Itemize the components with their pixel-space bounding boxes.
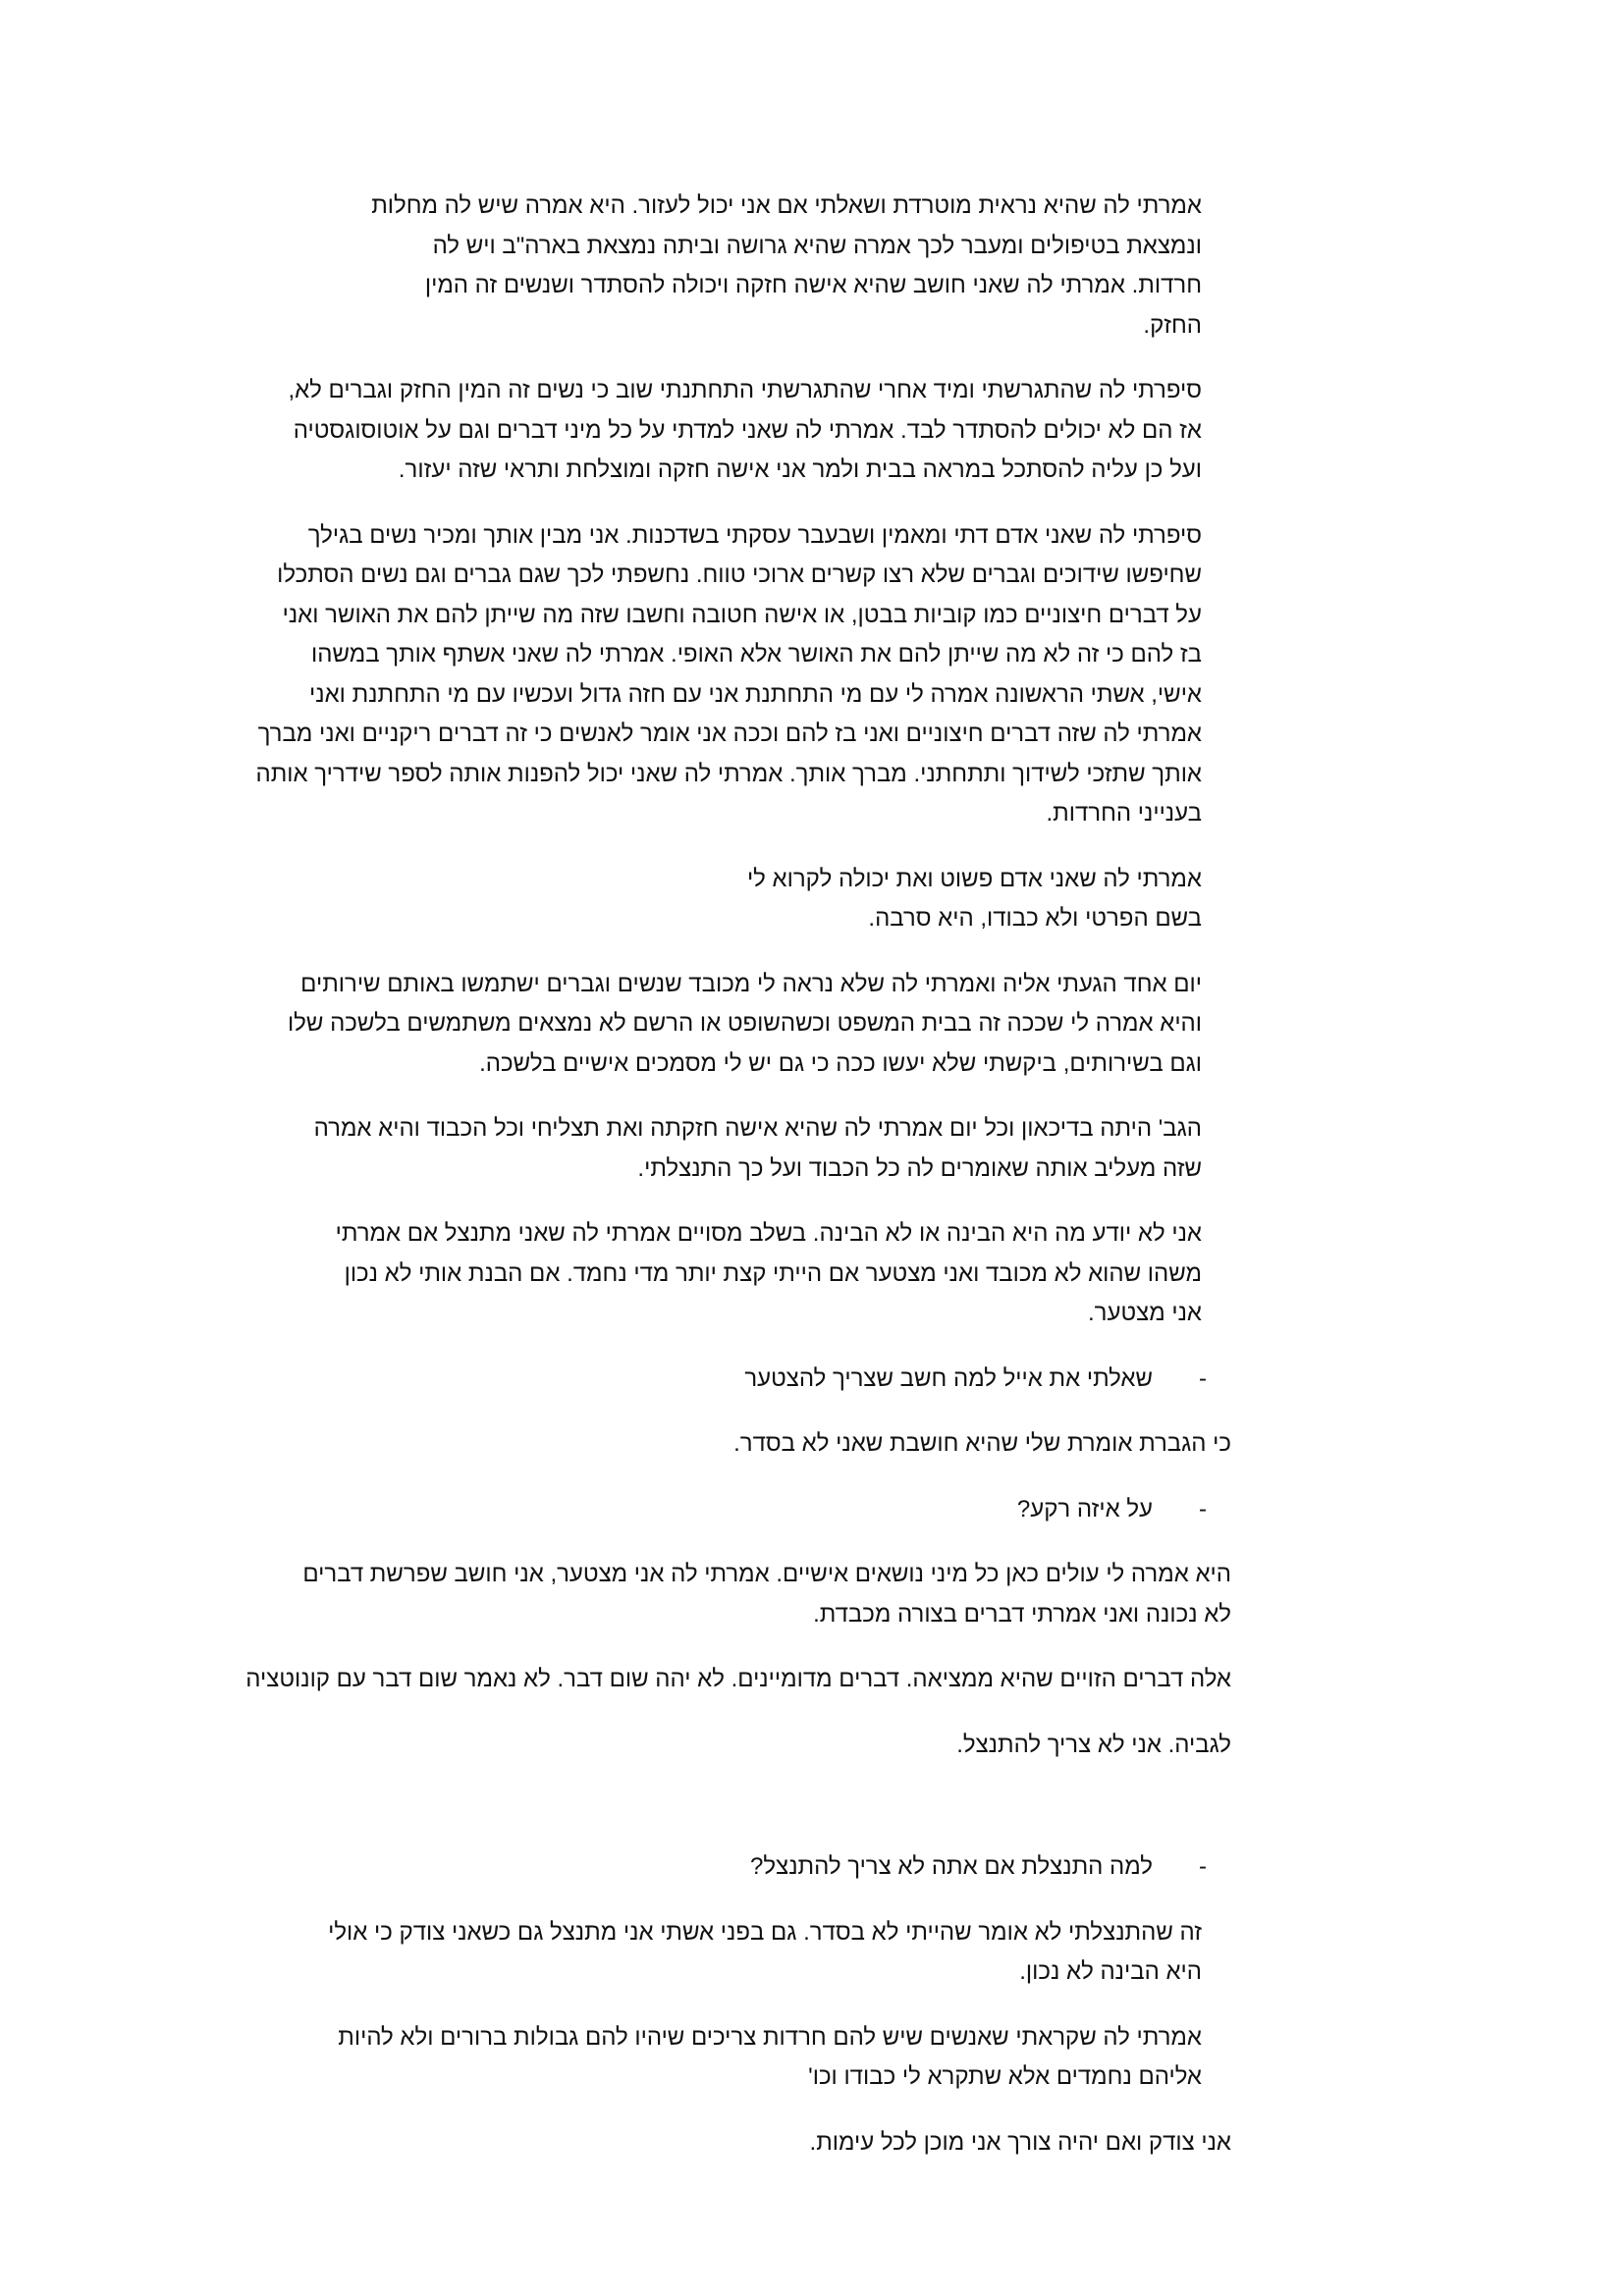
paragraph-12: זה שהתנצלתי לא אומר שהייתי לא בסדר. גם בפני אשתי אני מתנצל גם כשאני צודק כי אולי היא הבינה לא נכון. <box>328 1918 1202 1985</box>
question-2 <box>196 1490 1207 1530</box>
spacer <box>196 1790 1428 1847</box>
paragraph-5: יום אחד הגעתי אליה ואמרתי לה שלא נראה לי מכובד שנשים וגברים ישתמשו באותם שירותים והיא אמרה לי שככה זה בבית המשפט וכשהשופט או הרשם לא נמצאים משתמשים בלשכה שלו וגם בשירותים, ביקשתי שלא יעשו ככה כי גם יש לי מסמכים אישיים בלשכה. <box>287 970 1202 1077</box>
paragraph-10: אלה דברים הזויים שהיא ממציאה. דברים מדומיינים. לא יהה שום דבר. לא נאמר שום דבר עם קונוטציה <box>245 1666 1231 1692</box>
paragraph-2: סיפרתי לה שהתגרשתי ומיד אחרי שהתגרשתי התחתנתי שוב כי נשים זה המין החזק וגברים לא, אז הם לא יכולים להסתדר לבד. אמרתי לה שאני למדתי על כל מיני דברים וגם על אוטוסוגסטיה ועל כן עליה להסתכל במראה בבית ולמר אני אישה חזקה ומוצלחת ותראי שזה יעזור. <box>288 377 1202 483</box>
paragraph-6: הגב' היתה בדיכאון וכל יום אמרתי לה שהיא אישה חזקתה ואת תצליחי וכל הכבוד והיא אמרה שזה מעליב אותה שאומרים לה כל הכבוד ועל כך התנצלתי. <box>313 1115 1202 1182</box>
question-1 <box>196 1360 1207 1400</box>
paragraph-3: סיפרתי לה שאני אדם דתי ומאמין ושבעבר עסקתי בשדכנות. אני מבין אותך ומכיר נשים בגילך שחיפשו שידוכים וגברים שלא רצו קשרים ארוכי טווח. נחשפתי לכך שגם גברים וגם נשים הסתכלו על דברים חיצוניים כמו קוביות בבטן, או אישה חטובה וחשבו שזה מה שייתן להם את האושר ואני בז להם כי זה לא מה שייתן להם את האושר אלא האופי. אמרתי לה שאני אשתף אותך במשהו אישי, אשתי הראשונה אמרה לי עם מי התחתנת אני עם חזה גדול ועכשיו עם מי התחתנת ואני אמרתי לה שזה דברים חיצוניים ואני בז להם וככה אני אומר לאנשים כי זה דברים ריקניים ואני מברך אותך שתזכי לשידוך ותתחתני. מברך אותך. אמרתי לה שאני יכול להפנות אותה לספר שידריך אותה בענייני החרדות. <box>255 521 1202 827</box>
question-3 <box>196 1847 1207 1888</box>
paragraph-14: אני צודק ואם יהיה צורך אני מוכן לכל עימות. <box>809 2128 1231 2156</box>
paragraph-4: אמרתי לה שאני אדם פשוט ואת יכולה לקרוא לי בשם הפרטי ולא כבודו, היא סרבה. <box>746 865 1202 932</box>
paragraph-8: כי הגברת אומרת שלי שהיא חושבת שאני לא בסדר. <box>733 1430 1231 1457</box>
bullet-dash: - <box>1199 1364 1207 1392</box>
question-2-text: על איזה רקע? <box>1016 1495 1153 1522</box>
paragraph-9: היא אמרה לי עולים כאן כל מיני נושאים אישיים. אמרתי לה אני מצטער, אני חושב שפרשת דברים לא נכונה ואני אמרתי דברים בצורה מכבדת. <box>302 1561 1231 1628</box>
bullet-dash: - <box>1199 1495 1207 1522</box>
paragraph-11: לגביה. אני לא צריך להתנצל. <box>956 1731 1231 1758</box>
bullet-dash: - <box>1199 1853 1207 1880</box>
question-1-text: שאלתי את אייל למה חשב שצריך להצטער <box>744 1364 1153 1392</box>
paragraph-7: אני לא יודע מה היא הבינה או לא הבינה. בשלב מסויים אמרתי לה שאני מתנצל אם אמרתי משהו שהוא לא מכובד ואני מצטער אם הייתי קצת יותר מדי נחמד. אם הבנת אותי לא נכון אני מצטער. <box>335 1220 1202 1326</box>
paragraph-1: אמרתי לה שהיא נראית מוטרדת ושאלתי אם אני יכול לעזור. היא אמרה שיש לה מחלות ונמצאת בטיפולים ומעבר לכך אמרה שהיא גרושה וביתה נמצאת בארה"ב ויש לה חרדות. אמרתי לה שאני חושב שהיא אישה חזקה ויכולה להסתדר ושנשים זה המין החזק. <box>371 192 1202 339</box>
question-3-text: למה התנצלת אם אתה לא צריך להתנצל? <box>750 1853 1153 1880</box>
paragraph-13: אמרתי לה שקראתי שאנשים שיש להם חרדות צריכים שיהיו להם גבולות ברורים ולא להיות אליהם נחמדים אלא שתקרא לי כבודו וכו' <box>338 2023 1202 2090</box>
